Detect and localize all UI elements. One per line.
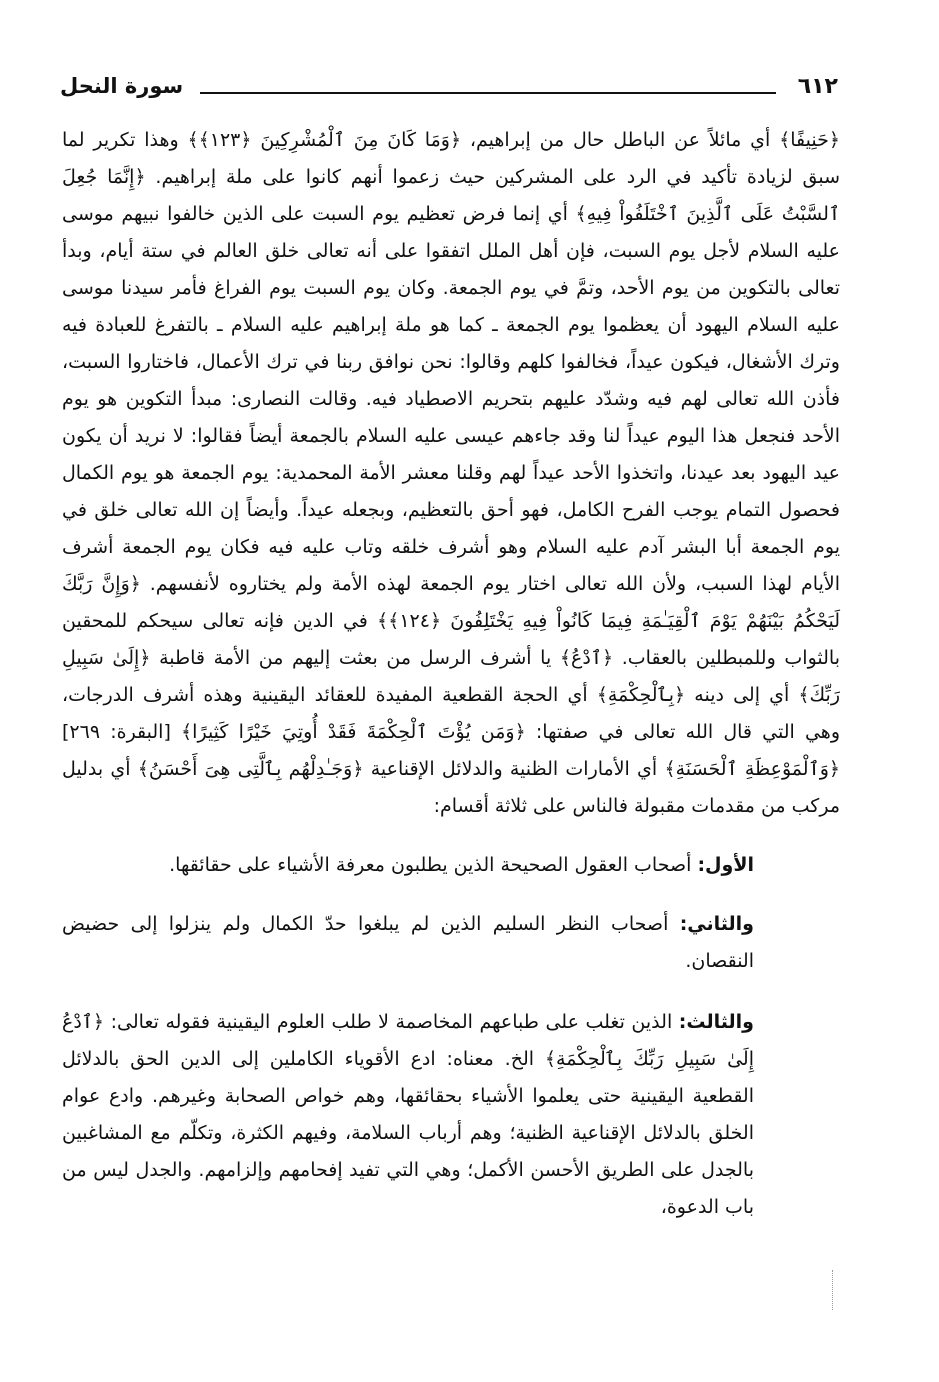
section-second — [62, 906, 840, 980]
section-first-label: الأول: — [697, 854, 754, 876]
page-number: ٦١٢ — [797, 74, 838, 99]
commentary-paragraph: ﴿حَنِيفًا﴾ أي مائلاً عن الباطل حال من إبراهيم، ﴿وَمَا كَانَ مِنَ ٱلْمُشْرِكِينَ ﴿١٢٣﴾﴾ وهذا تكرير لما سبق لزيادة تأكيد في الرد على المشركين حيث زعموا أنهم كانوا على ملة إبراهيم. ﴿إِنَّمَا جُعِلَ ٱلسَّبْتُ عَلَى ٱلَّذِينَ ٱخْتَلَفُواْ فِيهِ﴾ أي إنما فرض تعظيم يوم السبت على الذين خالفوا نبيهم موسى عليه السلام لأجل يوم السبت، فإن أهل الملل اتفقوا على أنه تعالى خلق العالم في ستة أيام، وبدأ تعالى بالتكوين من يوم الأحد، وتمَّ في يوم الجمعة. وكان يوم السبت يوم الفراغ فأمر سيدنا موسى عليه السلام اليهود أن يعظموا يوم الجمعة ـ كما هو ملة إبراهيم عليه السلام ـ بالتفرغ للعبادة فيه وترك الأشغال، فيكون عيداً، فخالفوا كلهم وقالوا: نحن نوافق ربنا في ترك الأعمال، فاختاروا السبت، فأذن الله تعالى لهم فيه وشدّد عليهم بتحريم الاصطياد فيه. وقالت النصارى: مبدأ التكوين هو يوم الأحد فنجعل هذا اليوم عيداً لنا وقد جاءهم عيسى عليه السلام بالجمعة أيضاً فقالوا: لا نريد أن يكون عيد اليهود بعد عيدنا، واتخذوا الأحد عيداً لهم وقلنا معشر الأمة المحمدية: يوم الجمعة هو يوم الكمال فحصول التمام يوجب الفرح الكامل، فهو أحق بالتعظيم، وبجعله عيداً. وأيضاً إن الله تعالى خلق في يوم الجمعة أبا البشر آدم عليه السلام وهو أشرف خلقه وتاب عليه فيه فكان يوم الجمعة أشرف الأيام لهذا السبب، ولأن الله تعالى اختار يوم الجمعة لهذه الأمة ولم يختاروه لأنفسهم. ﴿وَإِنَّ رَبَّكَ لَيَحْكُمُ بَيْنَهُمْ يَوْمَ ٱلْقِيَـٰمَةِ فِيمَا كَانُواْ فِيهِ يَخْتَلِفُونَ ﴿١٢٤﴾﴾ في الدين فإنه تعالى سيحكم للمحقين بالثواب وللمبطلين بالعقاب. ﴿ٱدْعُ﴾ يا أشرف الرسل من بعثت إليهم من الأمة قاطبة ﴿إِلَىٰ سَبِيلِ رَبِّكَ﴾ أي إلى دينه ﴿بِٱلْحِكْمَةِ﴾ أي الحجة القطعية المفيدة للعقائد اليقينية وهذه أشرف الدرجات، وهي التي قال الله تعالى في صفتها: ﴿وَمَن يُؤْتَ ٱلْحِكْمَةَ فَقَدْ أُوتِيَ خَيْرًا كَثِيرًا﴾ [البقرة: ٢٦٩] ﴿وَٱلْمَوْعِظَةِ ٱلْحَسَنَةِ﴾ أي الأمارات الظنية والدلائل الإقناعية ﴿وَجَـٰدِلْهُم بِٱلَّتِى هِىَ أَحْسَنُ﴾ أي بدليل مركب من مقدمات مقبولة فالناس على ثلاثة أقسام: — [62, 129, 841, 817]
header-rule — [200, 92, 776, 94]
page-body — [62, 122, 840, 1226]
section-first — [62, 847, 840, 884]
page-header — [60, 70, 838, 106]
section-third — [62, 1004, 840, 1226]
section-second-label: والثاني: — [679, 913, 754, 935]
section-third-label: والثالث: — [678, 1011, 754, 1033]
section-second-text: أصحاب النظر السليم الذين لم يبلغوا حدّ الكمال ولم ينزلوا إلى حضيض النقصان. — [62, 913, 754, 972]
section-third-text: الذين تغلب على طباعهم المخاصمة لا طلب العلوم اليقينية فقوله تعالى: ﴿ٱدْعُ إِلَىٰ سَبِيلِ رَبِّكَ بِٱلْحِكْمَةِ﴾ الخ. معناه: ادع الأقوياء الكاملين إلى الدين الحق بالدلائل القطعية اليقينية حتى يعلموا الأشياء بحقائقها، وهم خواص الصحابة وغيرهم. وادع عوام الخلق بالدلائل الإقناعية الظنية؛ وهم أرباب السلامة، وفيهم الكثرة، وتكلّم مع المشاغبين بالجدل على الطريق الأحسن الأكمل؛ وهي التي تفيد إفحامهم وإلزامهم. والجدل ليس من باب الدعوة، — [62, 1011, 754, 1218]
scan-margin-mark — [832, 1270, 834, 1310]
surah-title: سورة النحل — [60, 74, 184, 98]
section-first-text: أصحاب العقول الصحيحة الذين يطلبون معرفة الأشياء على حقائقها. — [169, 854, 692, 876]
